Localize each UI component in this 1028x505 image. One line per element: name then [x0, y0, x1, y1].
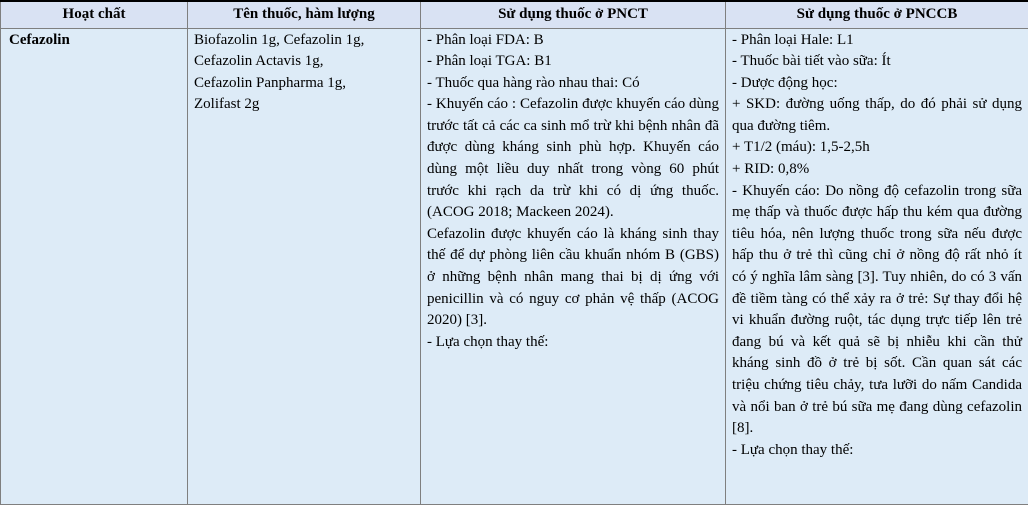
breastfeeding-cell [726, 28, 1028, 505]
table-row [1, 28, 1028, 505]
placental-transfer: - Thuốc qua hàng rào nhau thai: Có [427, 74, 640, 91]
pharmacokinetics-heading: - Dược động học: [732, 74, 838, 91]
brand-line: Cefazolin Panpharma 1g, [194, 74, 347, 91]
pregnancy-alternatives: - Lựa chọn thay thế: [427, 333, 549, 350]
breastfeeding-alternatives: - Lựa chọn thay thế: [732, 441, 854, 458]
brand-line: Cefazolin Actavis 1g, [194, 53, 324, 70]
rid: + RID: 0,8% [732, 161, 810, 178]
header-active-ingredient: Hoạt chất [1, 1, 188, 28]
brands-cell [188, 28, 421, 505]
breastfeeding-recommendation: - Khuyến cáo: Do nồng độ cefazolin trong sữa mẹ thấp và thuốc được hấp thu kém qua đường tiêu hóa, nên lượng thuốc trong sữa nếu được hấp thu ở trẻ thì cũng chỉ ở nồng độ rất nhỏ ít có ý nghĩa lâm sàng [3]. Tuy nhiên, do có 3 vấn đề tiềm tàng có thể xảy ra ở trẻ: Sự thay đổi hệ vi khuẩn đường ruột, tác dụng trực tiếp lên trẻ đang bú và kết quả sẽ bị nhiễu khi cần thử kháng sinh đồ ở trẻ bị sốt. Cần quan sát các triệu chứng tiêu chảy, tưa lưỡi do nấm Candida và nổi ban ở trẻ bú sữa mẹ đang dùng cefazolin [8]. [732, 182, 1022, 437]
fda-category: - Phân loại FDA: B [427, 31, 544, 48]
hale-category: - Phân loại Hale: L1 [732, 31, 854, 48]
brand-line: Biofazolin 1g, Cefazolin 1g, [194, 31, 365, 48]
brand-line: Zolifast 2g [194, 96, 260, 113]
active-ingredient-cell: Cefazolin [1, 28, 188, 505]
pregnancy-gbs-note: Cefazolin được khuyến cáo là kháng sinh thay thế để dự phòng liên cầu khuẩn nhóm B (GBS) ở những bệnh nhân mang thai bị dị ứng với penicillin và có nguy cơ phản vệ thấp (ACOG 2020) [3]. [427, 225, 719, 329]
header-use-in-pregnancy: Sử dụng thuốc ở PNCT [421, 1, 726, 28]
pregnancy-cell [421, 28, 726, 505]
milk-excretion: - Thuốc bài tiết vào sữa: Ít [732, 53, 891, 70]
table-header-row [1, 1, 1028, 28]
header-drug-name-strength: Tên thuốc, hàm lượng [188, 1, 421, 28]
half-life: + T1/2 (máu): 1,5-2,5h [732, 139, 870, 156]
bioavailability: + SKD: đường uống thấp, do đó phải sử dụng qua đường tiêm. [732, 96, 1022, 134]
header-use-in-breastfeeding: Sử dụng thuốc ở PNCCB [726, 1, 1028, 28]
tga-category: - Phân loại TGA: B1 [427, 53, 552, 70]
pregnancy-recommendation: - Khuyến cáo : Cefazolin được khuyến cáo dùng trước tất cả các ca sinh mổ trừ khi bệnh nhân đã được dùng kháng sinh phù hợp. Khuyến cáo dùng một liều duy nhất trong vòng 60 phút trước khi rạch da trừ khi có dị ứng thuốc. (ACOG 2018; Mackeen 2024). [427, 96, 719, 221]
